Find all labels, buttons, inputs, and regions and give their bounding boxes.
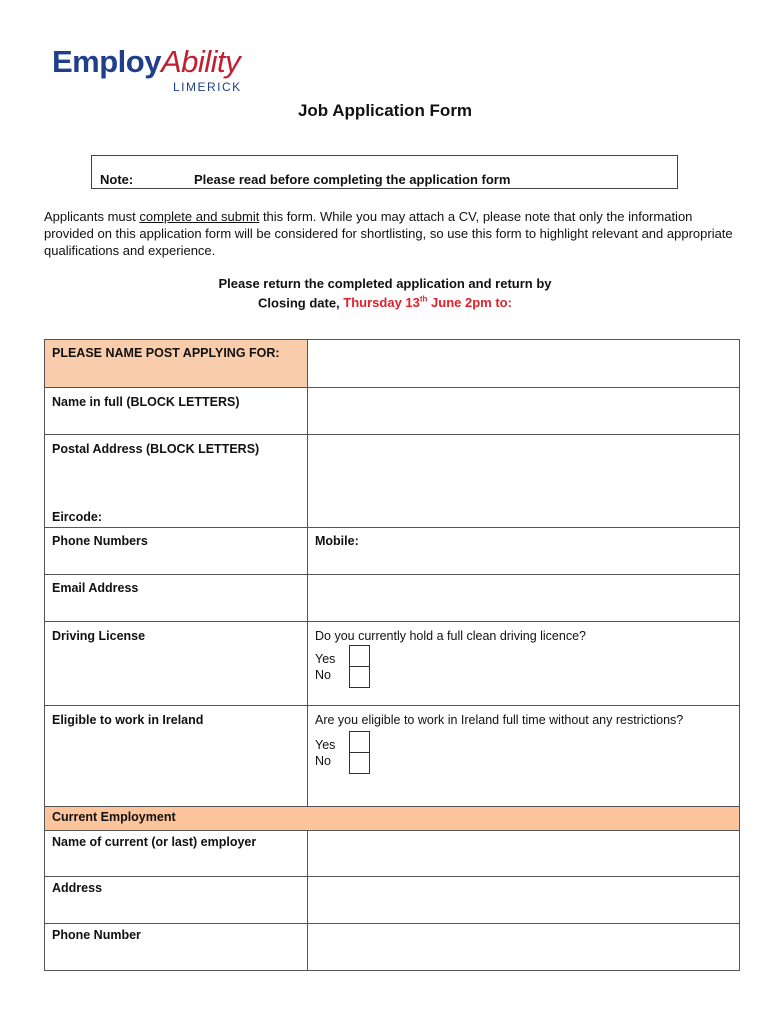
mobile-label: Mobile: <box>315 534 359 548</box>
page-title: Job Application Form <box>297 101 473 120</box>
employer-phone-field[interactable] <box>308 924 740 971</box>
address-cell <box>45 435 308 528</box>
note-label: Note: <box>100 172 134 187</box>
table-row <box>45 622 740 706</box>
note-box <box>91 155 678 189</box>
eligible-yes-checkbox[interactable] <box>349 731 370 753</box>
closing-date: Thursday 13th June 2pm to: <box>343 295 512 311</box>
name-field[interactable] <box>308 388 740 435</box>
eligible-yes-option: Yes <box>315 737 732 753</box>
driving-label: Driving License <box>45 622 308 706</box>
mobile-field[interactable] <box>308 528 740 575</box>
post-field[interactable] <box>308 340 740 388</box>
return-line-1: Please return the completed application and return by <box>218 276 552 291</box>
eligible-options <box>315 737 732 769</box>
table-row <box>45 831 740 877</box>
employer-address-field[interactable] <box>308 877 740 924</box>
post-label: PLEASE NAME POST APPLYING FOR: <box>45 340 308 388</box>
eligible-label: Eligible to work in Ireland <box>45 706 308 807</box>
driving-yes-option: Yes <box>315 651 732 667</box>
driving-cell <box>308 622 740 706</box>
employability-logo <box>52 44 242 94</box>
eligible-cell <box>308 706 740 807</box>
employer-field[interactable] <box>308 831 740 877</box>
driving-no-checkbox[interactable] <box>349 666 370 688</box>
eligible-question: Are you eligible to work in Ireland full time without any restrictions? <box>315 713 684 727</box>
eircode-label: Eircode: <box>52 510 103 524</box>
return-line-2: Closing date, Thursday 13th June 2pm to: <box>258 295 512 311</box>
table-row <box>45 435 740 528</box>
table-row <box>45 706 740 807</box>
application-form-table <box>44 339 740 971</box>
employer-address-label: Address <box>45 877 308 924</box>
eligible-no-checkbox[interactable] <box>349 752 370 774</box>
address-label: Postal Address (BLOCK LETTERS) <box>52 442 260 456</box>
email-field[interactable] <box>308 575 740 622</box>
driving-options <box>315 651 732 683</box>
table-row <box>45 924 740 971</box>
table-row <box>45 807 740 831</box>
driving-question: Do you currently hold a full clean driving licence? <box>315 629 586 643</box>
employer-label: Name of current (or last) employer <box>45 831 308 877</box>
table-row <box>45 877 740 924</box>
intro-underlined: complete and submit <box>139 209 260 224</box>
eligible-no-option: No <box>315 753 732 769</box>
intro-paragraph: Applicants must complete and submit this form. While you may attach a CV, please note that only the information provided on this application form will be considered for shortlisting, so use this form to highlight relevant and appropriate qualifications and experience. <box>44 209 733 258</box>
logo-wordmark: EmployAbility <box>52 44 241 79</box>
return-instructions <box>0 276 770 311</box>
table-row <box>45 528 740 575</box>
driving-no-option: No <box>315 667 732 683</box>
note-text: Please read before completing the application form <box>194 172 511 187</box>
table-row <box>45 340 740 388</box>
phone-label: Phone Numbers <box>45 528 308 575</box>
logo-subtitle: LIMERICK <box>173 80 242 94</box>
driving-yes-checkbox[interactable] <box>349 645 370 667</box>
table-row <box>45 388 740 435</box>
address-field[interactable] <box>308 435 740 528</box>
email-label: Email Address <box>45 575 308 622</box>
table-row <box>45 575 740 622</box>
current-employment-header: Current Employment <box>45 807 740 831</box>
employer-phone-label: Phone Number <box>45 924 308 971</box>
name-label: Name in full (BLOCK LETTERS) <box>45 388 308 435</box>
